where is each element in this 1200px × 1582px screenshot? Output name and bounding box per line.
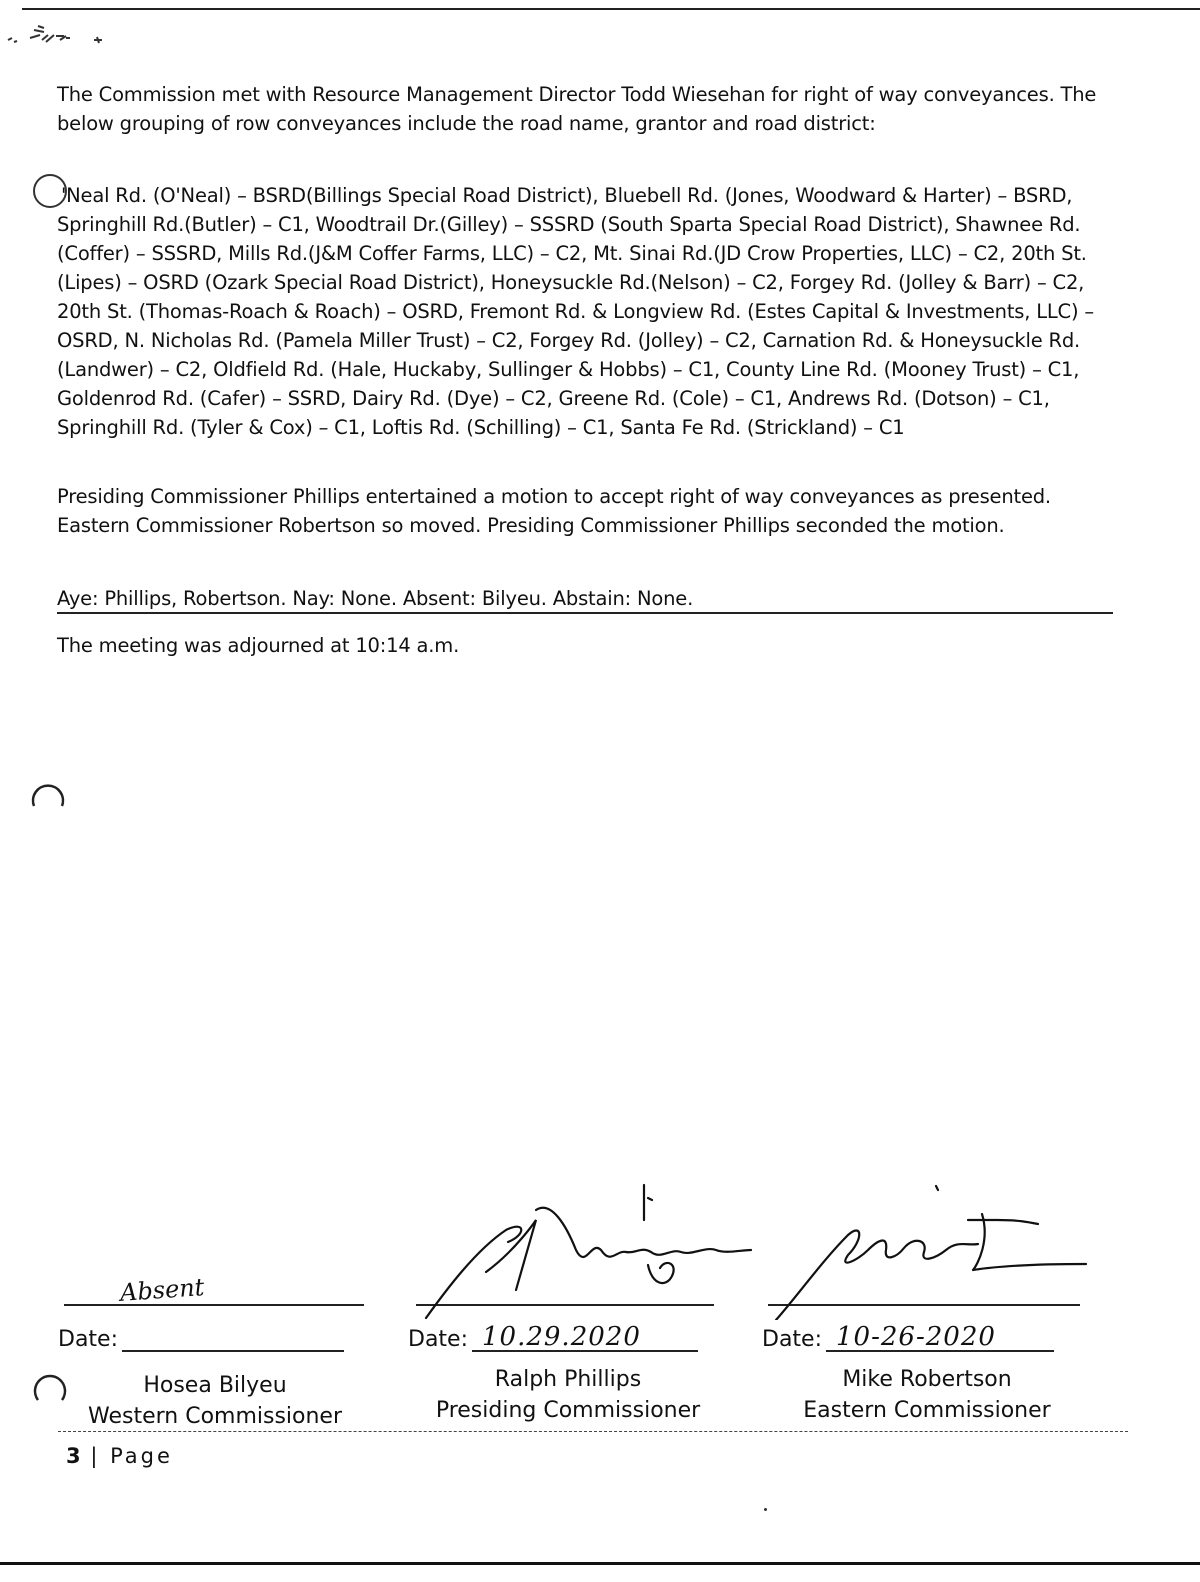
conveyances-paragraph bbox=[57, 181, 1117, 442]
handwritten-signature-phillips bbox=[416, 1180, 756, 1320]
signature-line bbox=[416, 1220, 714, 1306]
adjournment-note: The meeting was adjourned at 10:14 a.m. bbox=[57, 634, 460, 657]
top-rule bbox=[22, 8, 1200, 10]
date-line bbox=[826, 1324, 1054, 1352]
date-line bbox=[472, 1324, 698, 1352]
signatory-names bbox=[408, 1364, 728, 1426]
signature-block-presiding bbox=[408, 1220, 738, 1426]
punch-hole-icon bbox=[28, 770, 70, 812]
signatory-name: Hosea Bilyeu bbox=[143, 1373, 287, 1398]
page-footer bbox=[66, 1444, 173, 1468]
signatory-name: Mike Robertson bbox=[842, 1367, 1012, 1392]
motion-paragraph: Presiding Commissioner Phillips entertained a motion to accept right of way conveyances as presented. Eastern Commissioner Robertson so moved. Presiding Commissioner Phillips seconded the motion. bbox=[57, 485, 1051, 537]
signature-block-eastern bbox=[762, 1220, 1092, 1426]
date-row bbox=[408, 1324, 738, 1352]
signature-line bbox=[64, 1220, 364, 1306]
date-value: 10-26-2020 bbox=[836, 1322, 996, 1352]
date-row bbox=[762, 1324, 1092, 1352]
conveyances-text: 'Neal Rd. (O'Neal) – BSRD(Billings Special Road District), Bluebell Rd. (Jones, Woodward & Harter) – BSRD, Springhill Rd.(Butler) – C1, Woodtrail Dr.(Gilley) – SSSRD (South Sparta Special Road District), Shawnee Rd.(Coffer) – SSSRD, Mills Rd.(J&M Coffer Farms, LLC) – C2, Mt. Sinai Rd.(JD Crow Properties, LLC) – C2, 20th St.(Lipes) – OSRD (Ozark Special Road District), Honeysuckle Rd.(Nelson) – C2, Forgey Rd. (Jolley & Barr) – C2, 20th St. (Thomas-Roach & Roach) – OSRD, Fremont Rd. & Longview Rd. (Estes Capital & Investments, LLC) – OSRD, N. Nicholas Rd. (Pamela Miller Trust) – C2, Forgey Rd. (Jolley) – C2, Carnation Rd. & Honeysuckle Rd. (Landwer) – C2, Oldfield Rd. (Hale, Huckaby, Sullinger & Hobbs) – C1, County Line Rd. (Mooney Trust) – C1, Goldenrod Rd. (Cafer) – SSRD, Dairy Rd. (Dye) – C2, Greene Rd. (Cole) – C1, Andrews Rd. (Dotson) – C1, Springhill Rd. (Tyler & Cox) – C1, Loftis Rd. (Schilling) – C1, Santa Fe Rd. (Strickland) – C1 bbox=[57, 184, 1094, 439]
absent-handwriting: Absent bbox=[119, 1273, 206, 1307]
signature-block-western bbox=[58, 1220, 388, 1432]
intro-paragraph: The Commission met with Resource Management Director Todd Wiesehan for right of way conveyances. The below grouping of row conveyances include the road name, grantor and road district: bbox=[57, 83, 1097, 135]
vote-record: Aye: Phillips, Robertson. Nay: None. Absent: Bilyeu. Abstain: None. bbox=[57, 586, 1113, 614]
signatory-names bbox=[762, 1364, 1092, 1426]
scan-artifact-mark bbox=[4, 18, 114, 52]
bottom-rule bbox=[0, 1562, 1200, 1565]
signatory-title: Western Commissioner bbox=[87, 1404, 343, 1429]
signatory-title: Eastern Commissioner bbox=[803, 1398, 1051, 1423]
signatory-title: Presiding Commissioner bbox=[435, 1398, 701, 1423]
signature-line bbox=[768, 1220, 1080, 1306]
signatory-name: Ralph Phillips bbox=[494, 1367, 642, 1392]
handwritten-signature-robertson bbox=[768, 1180, 1098, 1320]
page-number: 3 bbox=[66, 1444, 81, 1468]
date-row bbox=[58, 1324, 388, 1352]
date-value: 10.29.2020 bbox=[482, 1322, 641, 1352]
date-line bbox=[122, 1324, 344, 1352]
scan-speck bbox=[764, 1508, 767, 1511]
date-label: Date: bbox=[408, 1327, 468, 1352]
signatory-names bbox=[58, 1370, 372, 1432]
date-label: Date: bbox=[58, 1327, 118, 1352]
date-label: Date: bbox=[762, 1327, 822, 1352]
page-label: | Page bbox=[90, 1444, 173, 1468]
footer-divider bbox=[58, 1431, 1128, 1432]
